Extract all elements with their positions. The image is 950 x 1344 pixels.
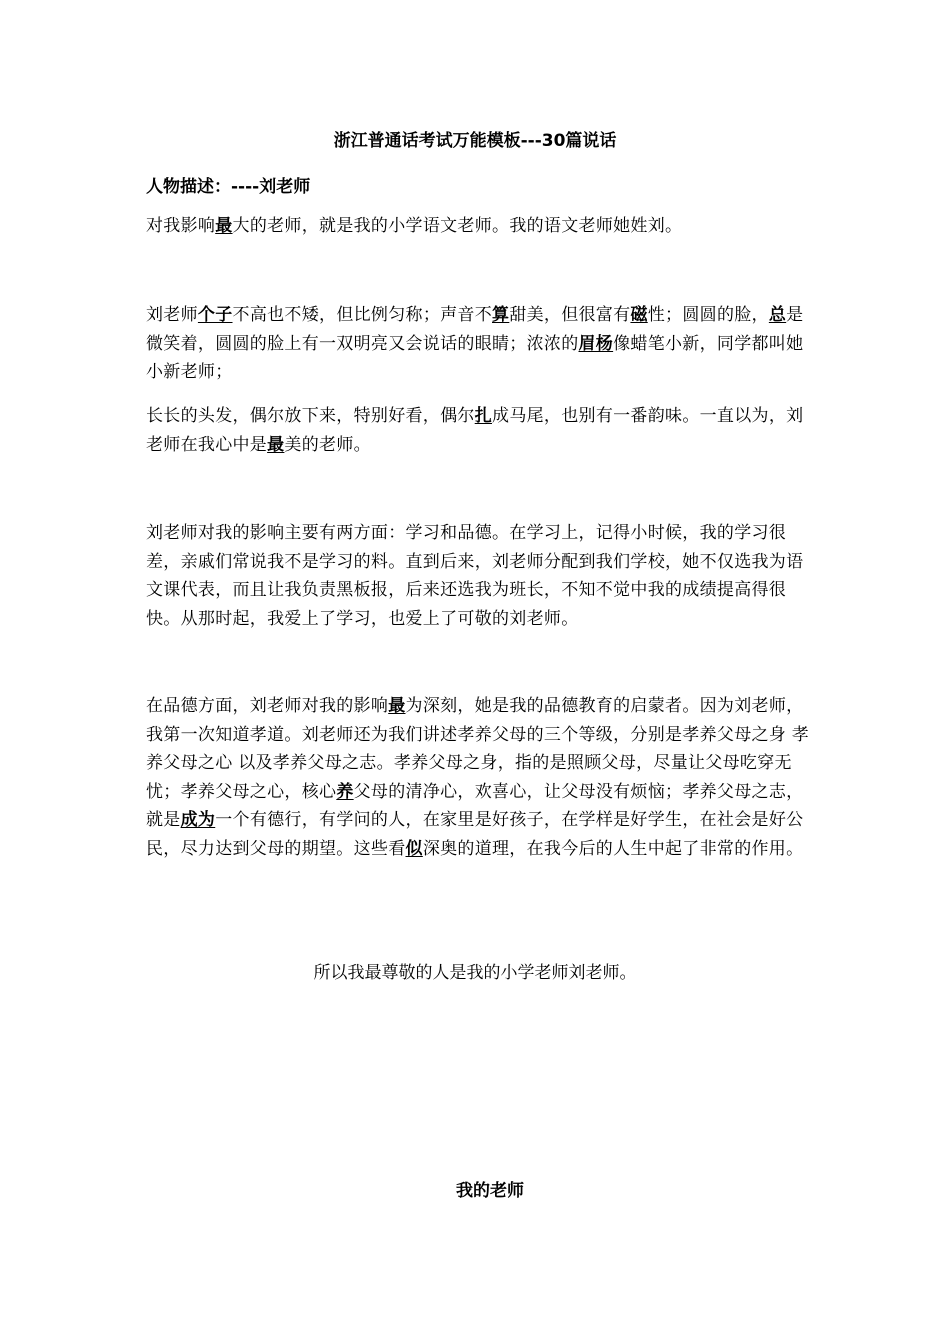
emphasized-word: 眉杨 (578, 333, 614, 354)
emphasized-word: 扎 (474, 406, 493, 426)
emphasized-word: 总 (768, 305, 787, 325)
text-run: 像蜡笔小新，同学都叫她小新老师； (146, 333, 804, 382)
text-run: 不高也不矮，但比例匀称；声音不 (232, 305, 493, 325)
emphasized-word: 养 (336, 781, 354, 802)
text-run: 甜美，但很富有 (509, 305, 631, 325)
text-run: 一个有德行，有学问的人，在家里是好孩子，在学样是好学生，在社会是好公民，尽力达到父母的期望。这些看 (146, 810, 804, 859)
text-run: 父母的清净心，欢喜心，让父母没有烦恼；孝养父母之志，就是 (146, 781, 804, 830)
emphasized-word: 最 (267, 434, 285, 455)
text-run: 为深刻，她是我的品德教育的启蒙者。因为刘老师，我第一次知道孝道。刘老师还为我们讲述孝养父母的三个等级，分别是孝养父母之身 孝养父母之心 以及孝养父母之志。孝养父母之身，指的是照顾父母，尽量让父母吃穿无忧；孝养父母之心，核心 (146, 696, 810, 802)
paragraph-5 (146, 692, 818, 863)
emphasized-word: 成为 (180, 810, 216, 830)
paragraph-2 (146, 301, 818, 387)
text-run: 长长的头发，偶尔放下来，特别好看，偶尔 (146, 406, 475, 426)
emphasized-word: 似 (405, 838, 423, 859)
emphasized-word: 算 (492, 305, 510, 325)
emphasized-word: 磁 (630, 305, 648, 325)
text-run: 深奥的道理，在我今后的人生中起了非常的作用。 (422, 838, 804, 859)
text-run: 大的老师，就是我的小学语文老师。我的语文老师她姓刘。 (232, 216, 683, 236)
text-run: 在品德方面，刘老师对我的影响 (146, 696, 389, 716)
next-section-title: 我的老师 (456, 1181, 524, 1201)
text-run: 刘老师对我的影响主要有两方面：学习和品德。在学习上，记得小时候，我的学习很差，亲戚们常说我不是学习的料。直到后来，刘老师分配到我们学校，她不仅选我为语文课代表，而且让我负责黑板报，后来还选我为班长，不知不觉中我的成绩提高得很快。从那时起，我爱上了学习，也爱上了可敬的刘老师。 (146, 523, 804, 629)
text-run: 美的老师。 (284, 434, 371, 455)
emphasized-word: 最 (215, 216, 233, 236)
document-title: 浙江普通话考试万能模板---30篇说话 (333, 131, 617, 151)
paragraph-3 (146, 402, 818, 459)
emphasized-word: 最 (388, 696, 406, 716)
text-run: 性；圆圆的脸， (647, 305, 769, 325)
section-heading: 人物描述：----刘老师 (146, 177, 311, 197)
text-run: 是微笑着，圆圆的脸上有一双明亮又会说话的眼睛；浓浓的 (146, 305, 804, 354)
emphasized-word: 个子 (197, 305, 233, 325)
text-run: 对我影响 (146, 216, 216, 236)
paragraph-4 (146, 519, 818, 633)
paragraph-1 (146, 212, 818, 241)
text-run: 刘老师 (146, 305, 198, 325)
text-run: 成马尾，也别有一番韵味。一直以为，刘老师在我心中是 (146, 406, 804, 455)
conclusion: 所以我最尊敬的人是我的小学老师刘老师。 (313, 963, 637, 983)
